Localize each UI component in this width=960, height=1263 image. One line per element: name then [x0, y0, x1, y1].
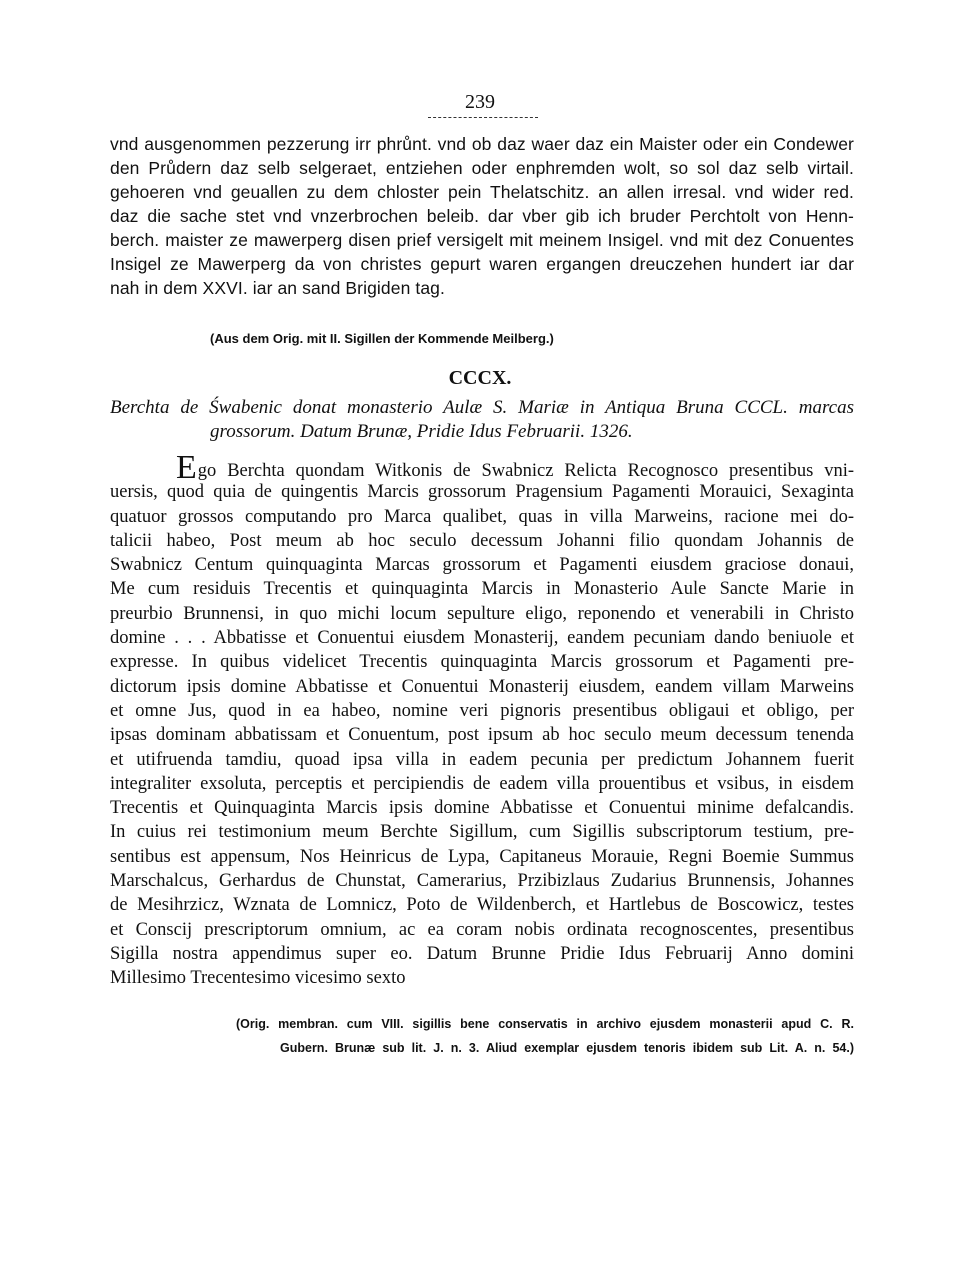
text-line: et omne Jus, quod in ea habeo, nomine veri pignoris presentibus obligaui et obligo, per	[110, 700, 854, 721]
text-line: berch. maister ze mawerperg disen prief versigelt mit meinem Insigel. vnd mit dez Conuentes	[110, 230, 854, 250]
source-line: Gubern. Brunæ sub lit. J. n. 3. Aliud exemplar ejusdem tenoris ibidem sub Lit. A. n. 54.)	[280, 1041, 854, 1055]
text-line: dictorum ipsis domine Abbatisse et Conuentui Monasterij eiusdem, eandem villam Marweins	[110, 676, 854, 697]
document-summary	[110, 396, 854, 444]
source-line: (Orig. membran. cum VIII. sigillis bene conservatis in archivo ejusdem monasterii apud C. R.	[236, 1017, 854, 1031]
page-number: 239	[465, 91, 495, 113]
summary-line: Berchta de Śwabenic donat monasterio Aulæ S. Mariæ in Antiqua Bruna CCCL. marcas	[110, 397, 854, 418]
text-line: go Berchta quondam Witkonis de Swabnicz Relicta Recognosco presentibus vni-	[197, 461, 854, 481]
top-paragraph	[110, 132, 854, 300]
text-line: gehoeren vnd geuallen zu dem chloster pein Thelatschitz. an allen irresal. vnd wider red.	[110, 182, 854, 202]
text-line: daz die sache stet vnd vnzerbrochen beleib. dar vber gib ich bruder Perchtolt von Henn-	[110, 206, 854, 226]
summary-line: grossorum. Datum Brunæ, Pridie Idus Februarii. 1326.	[210, 421, 633, 442]
text-line: expresse. In quibus videlicet Trecentis quinquaginta Marcis grossorum et Pagamenti pre-	[110, 652, 854, 673]
text-line: uersis, quod quia de quingentis Marcis grossorum Pragensium Pagamenti Morauici, Sexaginta	[110, 482, 854, 503]
text-line: de Mesihrzicz, Wznata de Lomnicz, Poto de Wildenberch, et Hartlebus de Boscowicz, testes	[110, 895, 854, 916]
document-heading: CCCX.	[448, 367, 512, 389]
text-line: Marschalcus, Gerhardus de Chunstat, Camerarius, Przibizlaus Zudarius Brunnensis, Johannes	[110, 871, 854, 892]
text-line: preurbio Brunnensi, in quo michi locum sepulture eligo, reponendo et venerabili in Christo	[110, 603, 854, 624]
main-paragraph	[110, 449, 854, 991]
text-line: Trecentis et Quinquaginta Marcis ipsis domine Abbatisse et Conuentui minime defalcandis.	[110, 798, 854, 819]
drop-cap: E	[176, 449, 197, 486]
text-line: sentibus est appensum, Nos Heinricus de Lypa, Capitaneus Morauie, Regni Boemie Summus	[110, 846, 854, 867]
text-line: Millesimo Trecentesimo vicesimo sexto	[110, 968, 406, 989]
header-rule	[428, 117, 538, 118]
text-line: Me cum residuis Trecentis et quinquaginta Marcis in Monasterio Aule Sancte Marie in	[110, 579, 854, 600]
text-line: et utifruenda tamdiu, quoad ipsa villa in eadem pecunia per predictum Johannem fuerit	[110, 749, 854, 770]
text-line: talicii habeo, Post meum ab hoc seculo decessum Johanni filio quondam Johannis de	[110, 530, 854, 551]
text-line: et Conscij prescriptorum omnium, ac ea coram nobis ordinata recognoscentes, presentibus	[110, 919, 854, 940]
text-line-first	[110, 449, 854, 486]
text-line: domine . . . Abbatisse et Conuentui eiusdem Monasterij, eandem pecuniam dando beniuole et	[110, 628, 854, 649]
text-line: den Průdern daz selb selgeraet, entziehen oder enphremden wolt, so sol daz selb virtail.	[110, 158, 854, 178]
text-line: Swabnicz Centum quinquaginta Marcas grossorum et Pagamenti eiusdem graciose donaui,	[110, 555, 854, 576]
text-line: vnd ausgenommen pezzerung irr phrůnt. vnd ob daz waer daz ein Maister oder ein Condewer	[110, 134, 854, 154]
text-line: Sigilla nostra appendimus super eo. Datum Brunne Pridie Idus Februarij Anno domini	[110, 943, 854, 964]
text-line: Insigel ze Mawerperg da von christes gepurt waren ergangen dreuczehen hundert iar dar	[110, 254, 854, 274]
text-line: nah in dem XXVI. iar an sand Brigiden tag.	[110, 278, 445, 298]
text-line: integraliter exsoluta, perceptis et percipiendis de eadem villa prouentibus et vsibus, in eisdem	[110, 773, 854, 794]
text-line: ipsas dominam abbatissam et Conuentum, post ipsum ab hoc seculo meum decessum tenenda	[110, 725, 854, 746]
source-note-archive	[236, 1012, 854, 1060]
source-note: (Aus dem Orig. mit II. Sigillen der Kommende Meilberg.)	[210, 331, 554, 346]
text-line: quatuor grossos computando pro Marca qualibet, quas in villa Marweins, racione mei do-	[110, 506, 854, 527]
text-line: In cuius rei testimonium meum Berchte Sigillum, cum Sigillis subscriptorum testium, pre-	[110, 822, 854, 843]
